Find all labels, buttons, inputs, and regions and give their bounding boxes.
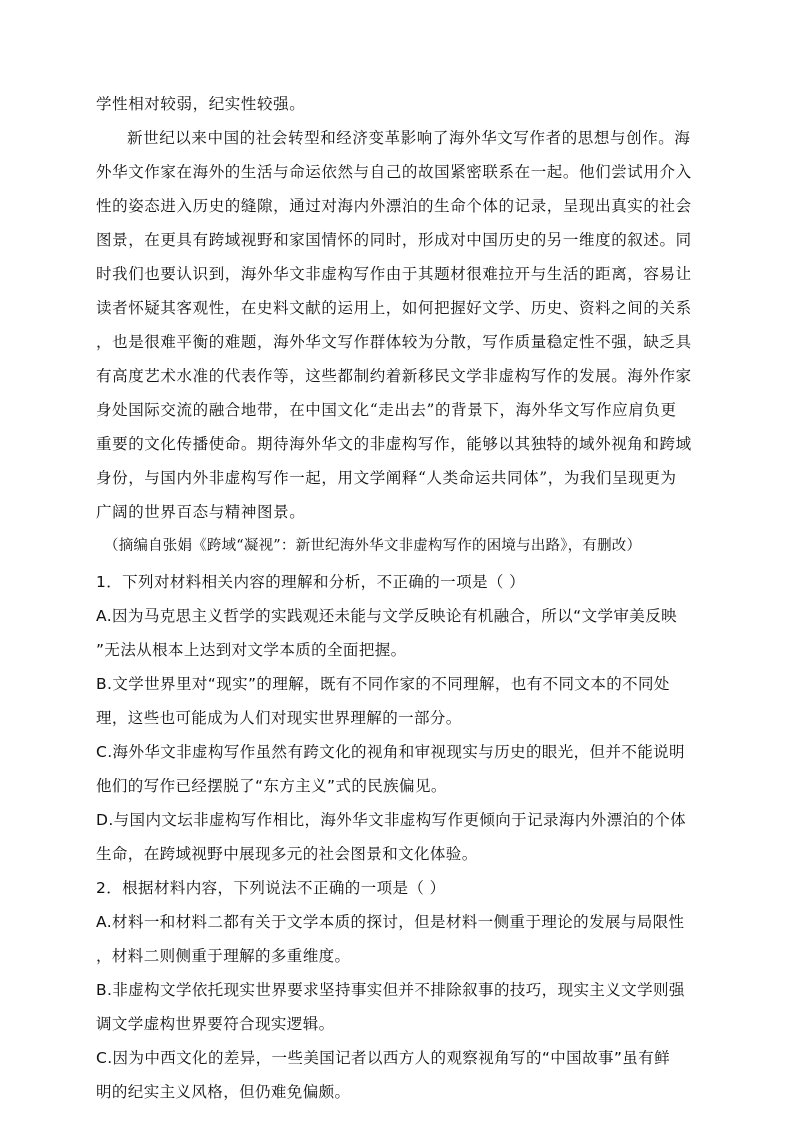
passage-line: 外华文作家在海外的生活与命运依然与自己的故国紧密联系在一起。他们尝试用介入 bbox=[96, 163, 692, 181]
question-1-option-d: D.与国内文坛非虚构写作相比，海外华文非虚构写作更倾向于记录海内外漂泊的个体 bbox=[96, 811, 687, 829]
passage-line: 新世纪以来中国的社会转型和经济变革影响了海外华文写作者的思想与创作。海 bbox=[127, 129, 691, 147]
question-2-option-a: A.材料一和材料二都有关于文学本质的探讨，但是材料一侧重于理论的发展与局限性 bbox=[96, 913, 685, 931]
question-1-option-d-cont: 生命，在跨域视野中展现多元的社会图景和文化体验。 bbox=[96, 845, 478, 863]
question-2-stem: 2．根据材料内容，下列说法不正确的一项是（ ） bbox=[96, 879, 446, 897]
question-2-option-b: B.非虚构文学依托现实世界要求坚持事实但并不排除叙事的技巧，现实主义文学则强 bbox=[96, 981, 685, 999]
passage-source: （摘编自张娟《跨域“凝视”：新世纪海外华文非虚构写作的困境与出路》，有删改） bbox=[104, 538, 642, 554]
question-2-option-b-cont: 调文学虚构世界要符合现实逻辑。 bbox=[96, 1015, 335, 1033]
passage-line: 身处国际交流的融合地带，在中国文化“走出去”的背景下，海外华文写作应肩负更 bbox=[96, 401, 677, 419]
passage-line: 重要的文化传播使命。期待海外华文的非虚构写作，能够以其独特的域外视角和跨域 bbox=[96, 435, 692, 453]
passage-line: 读者怀疑其客观性，在史料文献的运用上，如何把握好文学、历史、资料之间的关系 bbox=[96, 299, 692, 317]
question-1-option-c: C.海外华文非虚构写作虽然有跨文化的视角和审视现实与历史的眼光，但并不能说明 bbox=[96, 743, 685, 761]
passage-line: 有高度艺术水准的代表作等，这些都制约着新移民文学非虚构写作的发展。海外作家 bbox=[96, 367, 692, 385]
passage-line: ，也是很难平衡的难题，海外华文写作群体较为分散，写作质量稳定性不强，缺乏具 bbox=[96, 333, 692, 351]
question-1-option-c-cont: 他们的写作已经摆脱了“东方主义”式的民族偏见。 bbox=[96, 777, 447, 795]
question-1-option-b: B.文学世界里对“现实”的理解，既有不同作家的不同理解，也有不同文本的不同处 bbox=[96, 675, 670, 693]
passage-line: 图景，在更具有跨域视野和家国情怀的同时，形成对中国历史的另一维度的叙述。同 bbox=[96, 231, 692, 249]
passage-line: 时我们也要认识到，海外华文非虚构写作由于其题材很难拉开与生活的距离，容易让 bbox=[96, 265, 692, 283]
passage-line: 身份，与国内外非虚构写作一起，用文学阐释“人类命运共同体”，为我们呈现更为 bbox=[96, 469, 677, 487]
question-1-option-a-cont: ”无法从根本上达到对文学本质的全面把握。 bbox=[96, 641, 407, 659]
question-1-option-a: A.因为马克思主义哲学的实践观还未能与文学反映论有机融合，所以“文学审美反映 bbox=[96, 607, 677, 625]
question-2-option-c: C.因为中西文化的差异，一些美国记者以西方人的观察视角写的“中国故事”虽有鲜 bbox=[96, 1049, 671, 1067]
question-2-option-a-cont: ，材料二则侧重于理解的多重维度。 bbox=[96, 947, 351, 965]
question-2-option-c-cont: 明的纪实主义风格，但仍难免偏颇。 bbox=[96, 1083, 351, 1101]
question-1-option-b-cont: 理，这些也可能成为人们对现实世界理解的一部分。 bbox=[96, 709, 462, 727]
passage-line: 广阔的世界百态与精神图景。 bbox=[96, 503, 306, 521]
passage-line: 性的姿态进入历史的缝隙，通过对海内外漂泊的生命个体的记录，呈现出真实的社会 bbox=[96, 197, 692, 215]
question-1-stem: 1．下列对材料相关内容的理解和分析，不正确的一项是（ ） bbox=[96, 573, 525, 591]
passage-line: 学性相对较弱，纪实性较强。 bbox=[96, 95, 306, 113]
